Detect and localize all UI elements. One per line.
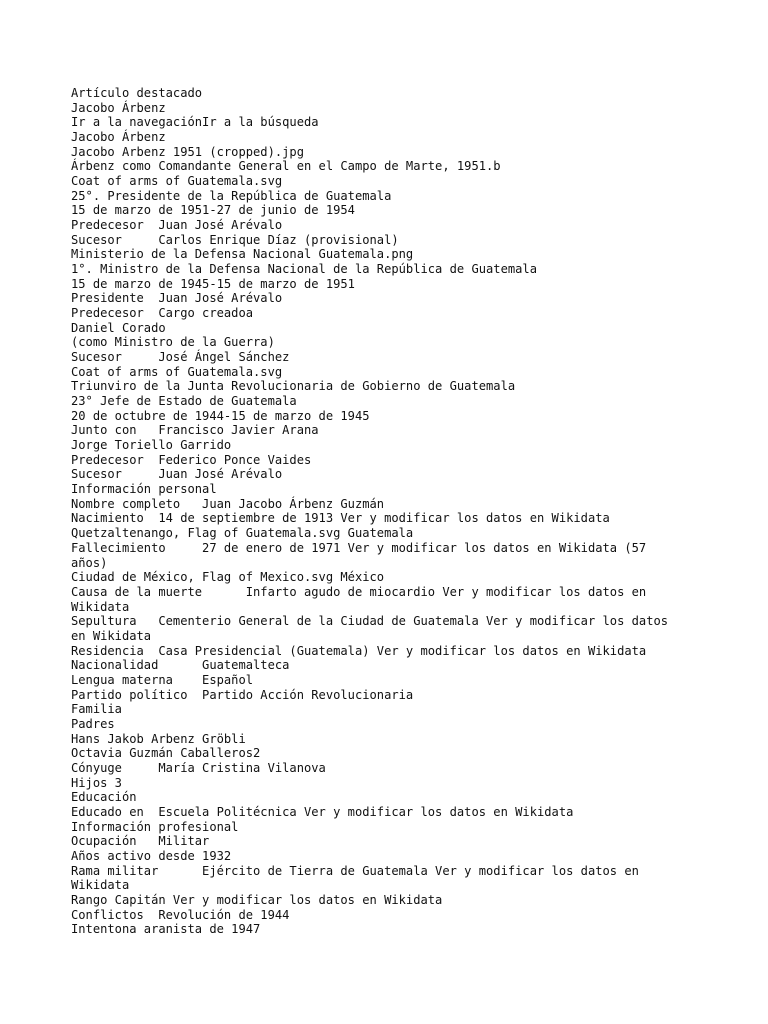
text-line: Daniel Corado (71, 320, 166, 335)
text-line: Hans Jakob Arbenz Gröbli (71, 731, 246, 746)
text-line: Información profesional (71, 819, 239, 834)
text-line: Presidente Juan José Arévalo (71, 291, 283, 306)
text-line: Información personal (71, 482, 217, 497)
text-line: Octavia Guzmán Caballeros2 (71, 746, 261, 761)
text-line: Sucesor Carlos Enrique Díaz (provisional) (71, 232, 399, 247)
text-line: Educado en Escuela Politécnica Ver y modificar los datos en Wikidata (71, 804, 574, 819)
text-line: Cónyuge María Cristina Vilanova (71, 760, 326, 775)
text-line: Rama militar Ejército de Tierra de Guatemala Ver y modificar los datos en Wikidata (71, 863, 639, 893)
text-line: Lengua materna Español (71, 672, 254, 687)
text-line: 1°. Ministro de la Defensa Nacional de la República de Guatemala (71, 262, 537, 277)
text-line: Predecesor Juan José Arévalo (71, 218, 283, 233)
text-line: Coat of arms of Guatemala.svg (71, 174, 283, 189)
text-line: Junto con Francisco Javier Arana (71, 423, 319, 438)
text-line: 23° Jefe de Estado de Guatemala (71, 394, 297, 409)
text-line: Predecesor Federico Ponce Vaides (71, 452, 312, 467)
text-line: Residencia Casa Presidencial (Guatemala) Ver y modificar los datos en Wikidata (71, 643, 647, 658)
text-line: Árbenz como Comandante General en el Campo de Marte, 1951.b (71, 159, 501, 174)
text-line: Sucesor Juan José Arévalo (71, 467, 283, 482)
text-line: 15 de marzo de 1951-27 de junio de 1954 (71, 203, 355, 218)
text-line: Educación (71, 790, 137, 805)
text-line: Ciudad de México, Flag of Mexico.svg México (71, 570, 385, 585)
text-line: Sucesor José Ángel Sánchez (71, 350, 290, 365)
text-line: Años activo desde 1932 (71, 848, 232, 863)
text-line: Triunviro de la Junta Revolucionaria de Gobierno de Guatemala (71, 379, 516, 394)
text-line: Jacobo Árbenz (71, 130, 166, 145)
text-line: Ir a la navegaciónIr a la búsqueda (71, 115, 319, 130)
text-line: 15 de marzo de 1945-15 de marzo de 1951 (71, 276, 355, 291)
text-line: 20 de octubre de 1944-15 de marzo de 1945 (71, 408, 370, 423)
text-line: Fallecimiento 27 de enero de 1971 Ver y modificar los datos en Wikidata (57 años) (71, 540, 647, 570)
text-line: Causa de la muerte Infarto agudo de miocardio Ver y modificar los datos en Wikidata (71, 584, 647, 614)
text-line: Ocupación Militar (71, 834, 210, 849)
text-line: Ministerio de la Defensa Nacional Guatemala.png (71, 247, 414, 262)
text-line: Jorge Toriello Garrido (71, 438, 232, 453)
text-line: Jacobo Árbenz (71, 100, 166, 115)
text-line: Rango Capitán Ver y modificar los datos en Wikidata (71, 892, 443, 907)
text-line: Familia (71, 702, 122, 717)
text-line: Nacimiento 14 de septiembre de 1913 Ver y modificar los datos en Wikidata (71, 511, 610, 526)
text-line: Jacobo Arbenz 1951 (cropped).jpg (71, 144, 304, 159)
document-text-body (71, 86, 711, 937)
text-line: Quetzaltenango, Flag of Guatemala.svg Guatemala (71, 526, 414, 541)
text-line: 25°. Presidente de la República de Guatemala (71, 188, 392, 203)
text-line: Intentona aranista de 1947 (71, 922, 261, 937)
text-line: Nombre completo Juan Jacobo Árbenz Guzmán (71, 496, 385, 511)
text-line: Coat of arms of Guatemala.svg (71, 364, 283, 379)
text-line: Artículo destacado (71, 86, 203, 100)
text-line: Hijos 3 (71, 775, 122, 790)
text-line: Predecesor Cargo creadoa (71, 306, 254, 321)
text-line: Padres (71, 716, 115, 731)
text-line: Nacionalidad Guatemalteca (71, 658, 290, 673)
text-line: Sepultura Cementerio General de la Ciudad de Guatemala Ver y modificar los datos en Wikidata (71, 614, 669, 643)
text-line: (como Ministro de la Guerra) (71, 335, 275, 350)
text-line: Partido político Partido Acción Revolucionaria (71, 687, 414, 702)
text-line: Conflictos Revolución de 1944 (71, 907, 290, 922)
